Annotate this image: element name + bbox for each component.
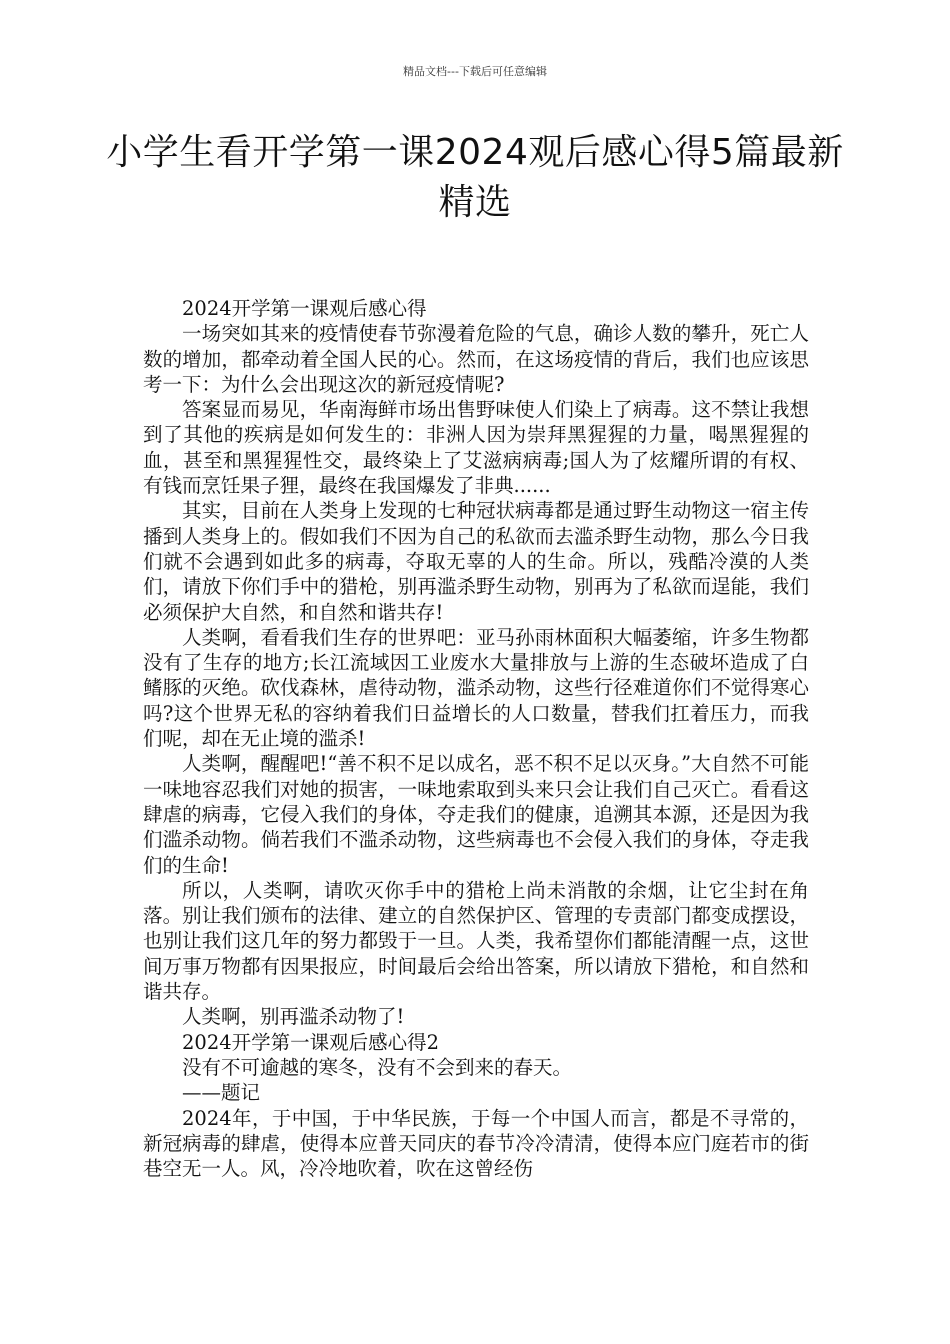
document-title: 小学生看开学第一课2024观后感心得5篇最新精选 [106,132,844,223]
document-body [143,296,809,1181]
section-heading-2: 2024开学第一课观后感心得2 [182,1030,440,1054]
paragraph: 其实，目前在人类身上发现的七种冠状病毒都是通过野生动物这一宿主传播到人类身上的。假如我们不因为自己的私欲而去滥杀野生动物，那么今日我们就不会遇到如此多的病毒，夺取无辜的人的生命。所以，残酷冷漠的人类们，请放下你们手中的猎枪，别再滥杀野生动物，别再为了私欲而逞能，我们必须保护大自然，和自然和谐共存! [143,499,809,624]
epigraph-attribution: ——题记 [182,1081,261,1105]
paragraph: 答案显而易见，华南海鲜市场出售野味使人们染上了病毒。这不禁让我想到了其他的疾病是如何发生的：非洲人因为崇拜黑猩猩的力量，喝黑猩猩的血，甚至和黑猩猩性交，最终染上了艾滋病病毒;国人为了炫耀所谓的有权、有钱而烹饪果子狸，最终在我国爆发了非典...... [143,398,809,498]
paragraph: 2024年，于中国，于中华民族，于每一个中国人而言，都是不寻常的，新冠病毒的肆虐，使得本应普天同庆的春节冷冷清清，使得本应门庭若市的街巷空无一人。风，冷冷地吹着，吹在这曾经伤 [143,1106,809,1181]
section-heading-1: 2024开学第一课观后感心得 [182,297,427,320]
paragraph: 人类啊，看看我们生存的世界吧：亚马孙雨林面积大幅萎缩，许多生物都没有了生存的地方;长江流域因工业废水大量排放与上游的生态破坏造成了白鳍豚的灭绝。砍伐森林，虐待动物，滥杀动物，这些行径难道你们不觉得寒心吗?这个世界无私的容纳着我们日益增长的人口数量，替我们扛着压力，而我们呢，却在无止境的滥杀! [143,625,809,751]
paragraph: 所以，人类啊，请吹灭你手中的猎枪上尚未消散的余烟，让它尘封在角落。别让我们颁布的法律、建立的自然保护区、管理的专责部门都变成摆设，也别让我们这几年的努力都毁于一旦。人类，我希望你们都能清醒一点，这世间万事万物都有因果报应，时间最后会给出答案，所以请放下猎枪，和自然和谐共存。 [143,878,809,1004]
paragraph: 人类啊，别再滥杀动物了! [182,1005,405,1029]
epigraph: 没有不可逾越的寒冬，没有不会到来的春天。 [182,1055,573,1079]
page-header-caption: 精品文档---下载后可任意编辑 [403,65,547,78]
paragraph: 人类啊，醒醒吧!“善不积不足以成名，恶不积不足以灭身。”大自然不可能一味地容忍我们对她的损害，一味地索取到头来只会让我们自己灭亡。看看这肆虐的病毒，它侵入我们的身体，夺走我们的健康，追溯其本源，还是因为我们滥杀动物。倘若我们不滥杀动物，这些病毒也不会侵入我们的身体，夺走我们的生命! [143,752,809,877]
paragraph: 一场突如其来的疫情使春节弥漫着危险的气息，确诊人数的攀升，死亡人数的增加，都牵动着全国人民的心。然而，在这场疫情的背后，我们也应该思考一下：为什么会出现这次的新冠疫情呢? [143,322,809,396]
